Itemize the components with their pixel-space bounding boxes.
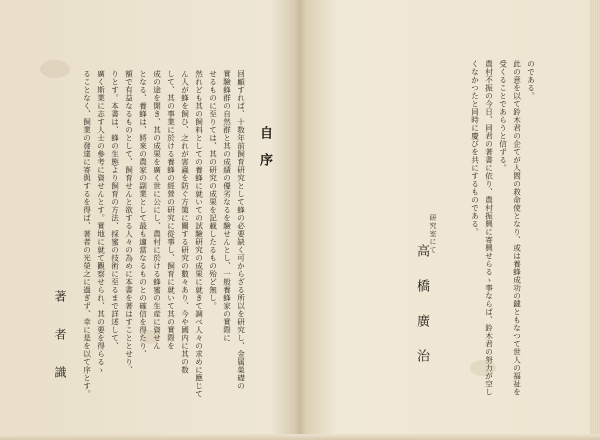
text-column: ることなく、飼業の發達に寄與するを得ば、著者の光榮之に過ぎず、幸に是を以て序とす。 [82,70,92,398]
text-column: りとす。本書は、蜂の生態より飼育の方法、採蜜の技術に至るまで詳述して、 [110,70,120,350]
text-column: となる、養蜂は、將來の農家の副業として最も適當なるものとの確信を得たり、 [138,70,148,358]
right-page [304,0,590,440]
text-column: 回顧すれば、十数年前飼育研究として蜂の必要缺く可からざる所以を研究し、金属巣礎の [236,70,246,390]
page-edges [590,0,600,440]
page-bottom-edge [0,434,600,440]
text-column: のである。 [526,60,536,100]
affiliation: 研究室にて [429,214,437,254]
author-signature: 著者識 [53,290,67,404]
author-name: 高橋廣治 [414,244,429,384]
text-column: ん人が蜂を飼ひ、之れが害蟲を防ぐ方策に關する研究の數々あり、今や國内に其の数 [180,70,190,374]
text-column: 額で有益なるものとして、飼育せんと欲する人々の為めに本書を著はすこととせり、 [124,70,134,374]
text-column: 農村不振の今日、同君の著書に依り、農村振興に寄興せらるゝ事ならば、鈴木君の努力が空し [484,60,494,396]
text-column: くなかつたと同時に慶びを共にするものである。 [470,60,480,236]
preface-title: 自序 [257,126,272,180]
text-column: 受くることであらうと信ずる。 [498,60,508,172]
text-column: せるものに至りては、其の研究の成果を記載したるもの殆ど無し。 [208,70,218,310]
text-column: 實驗蜂群の自然群と其の成績の優劣なるを驗せんとし、一般養蜂家の實際に [222,70,232,342]
left-page [0,0,296,440]
text-column: 廣く斯業に志す人士の參考に資せんとす。實地に就て觀察せられ、其の要を得らるゝ [96,70,106,374]
text-column: 然れども其の飼料としての養蜂に就いての試驗研究の成果に就きて調べ人々の求めに應じて [194,70,204,398]
text-column: 成の途を開き、其の成果を廣く世に公にし、農村に於ける蜂蜜の生産に資せん [152,70,162,350]
text-column: して、其の事業に於ける養蜂の經營の研究に從事し、飼育に就いて其の實際を [166,70,176,350]
text-column: 此の意を以て鈴木君の企てが人間の救命使となり、或は養蜂成功の鍵ともなつて世人の福祉を [512,60,522,396]
